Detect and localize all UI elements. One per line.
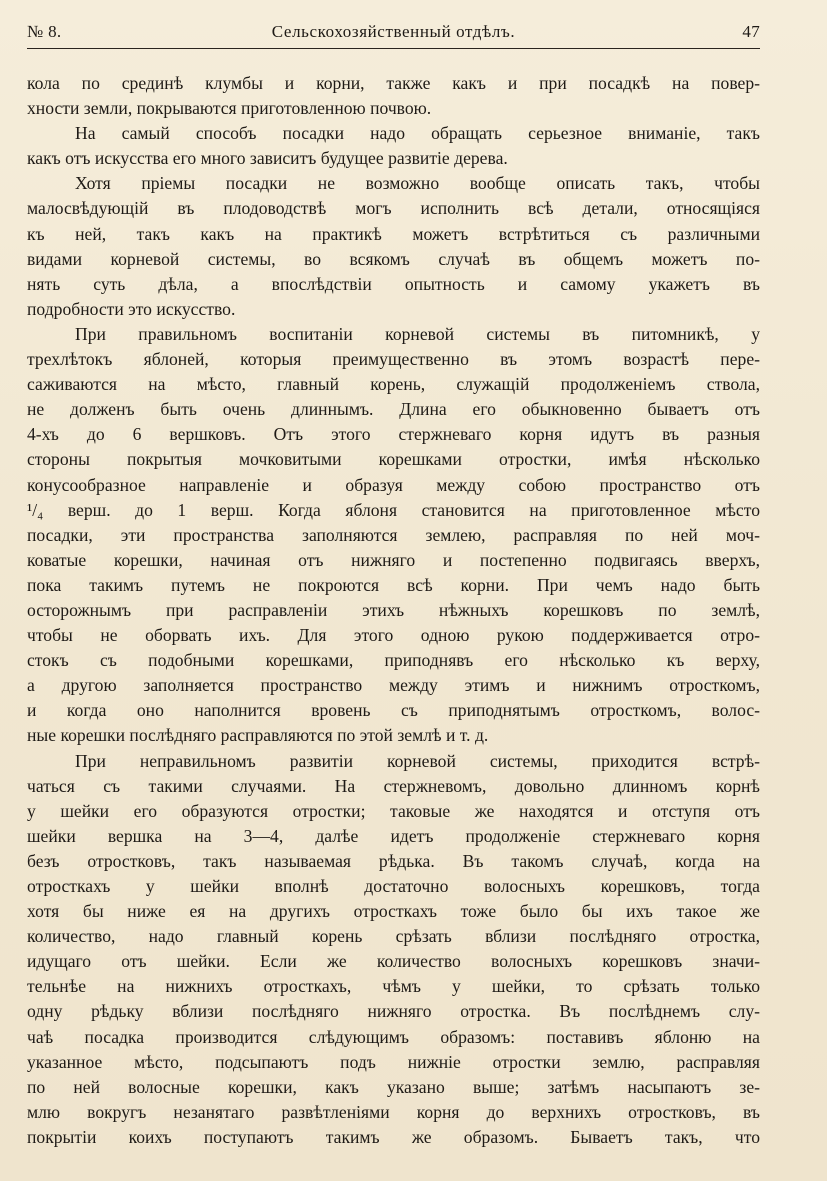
text-line: тельнѣе на нижнихъ отросткахъ, чѣмъ у шейки, то срѣзать только xyxy=(27,976,760,997)
issue-number: № 8. xyxy=(27,22,62,41)
text-line: а другою заполняется пространство между этимъ и нижнимъ отросткомъ, xyxy=(27,675,760,696)
text-line: ные корешки послѣдняго расправляются по этой землѣ и т. д. xyxy=(27,725,489,746)
text-line: кола по срединѣ клумбы и корни, также какъ и при посадкѣ на повер- xyxy=(27,73,760,93)
page-header xyxy=(27,22,760,50)
text-line: посадки, эти пространства заполняются землею, расправляя по ней моч- xyxy=(27,524,760,545)
text-line: чаться съ такими случаями. На стержневомъ, довольно длинномъ корнѣ xyxy=(27,775,760,796)
text-line: саживаются на мѣсто, главный корень, служащій продолженіемъ ствола, xyxy=(27,374,760,395)
text-line: чаѣ посадка производится слѣдующимъ образомъ: поставивъ яблоню на xyxy=(27,1026,760,1047)
text-line: хотя бы ниже ея на другихъ отросткахъ тоже было бы ихъ такое же xyxy=(27,901,760,922)
text-line: коватые корешки, начиная отъ нижняго и постепенно подвигаясь вверхъ, xyxy=(27,549,760,570)
text-line: 4-хъ до 6 вершковъ. Отъ этого стержневаго корня идутъ въ разныя xyxy=(27,424,760,445)
text-line: нять суть дѣла, а впослѣдствіи опытность и самому укажетъ въ xyxy=(27,273,760,294)
text-line: При правильномъ воспитаніи корневой системы въ питомникѣ, у xyxy=(75,323,760,344)
text-line: къ ней, такъ какъ на практикѣ можетъ встрѣтиться съ различными xyxy=(27,223,760,244)
header-rule xyxy=(27,48,760,49)
text-line: отросткахъ у шейки вполнѣ достаточно волосныхъ корешковъ, тогда xyxy=(27,876,760,896)
text-line: конусообразное направленіе и образуя между собою пространство отъ xyxy=(27,474,760,495)
text-line: у шейки его образуются отростки; таковые же находятся и отступя отъ xyxy=(27,800,760,821)
text-line: пока такимъ путемъ не покроются всѣ корни. При чемъ надо быть xyxy=(27,574,760,595)
text-line: шейки вершка на 3—4, далѣе идетъ продолженіе стержневаго корня xyxy=(27,825,760,846)
text-line: и когда оно наполнится вровень съ приподнятымъ отросткомъ, волос- xyxy=(27,700,760,721)
text-line: идущаго отъ шейки. Если же количество волосныхъ корешковъ значи- xyxy=(27,951,760,972)
section-title: Сельскохозяйственный отдѣлъ. xyxy=(271,22,516,41)
text-line: какъ отъ искусства его много зависитъ будущее развитіе дерева. xyxy=(27,148,508,169)
page-number: 47 xyxy=(742,22,760,41)
text-line: ¹/₄ верш. до 1 верш. Когда яблоня становится на приготовленное мѣсто xyxy=(27,499,760,520)
text-line: указанное мѣсто, подсыпаютъ подъ нижніе отростки землю, расправляя xyxy=(27,1051,760,1072)
text-line: Хотя пріемы посадки не возможно вообще описать такъ, чтобы xyxy=(75,173,760,194)
text-line: подробности это искусство. xyxy=(27,298,236,319)
text-line: стороны покрытыя мочковитыми корешками отростки, имѣя нѣсколько xyxy=(27,449,760,470)
text-line: одну рѣдьку вблизи послѣдняго нижняго отростка. Въ послѣднемъ слу- xyxy=(27,1001,760,1022)
text-line: по ней волосные корешки, какъ указано выше; затѣмъ насыпаютъ зе- xyxy=(27,1076,760,1097)
text-line: малосвѣдующій въ плодоводствѣ могъ исполнить всѣ детали, относящіяся xyxy=(27,198,760,219)
body-text xyxy=(27,71,760,1150)
text-line: количество, надо главный корень срѣзать вблизи послѣдняго отростка, xyxy=(27,926,760,947)
text-line: чтобы не оборвать ихъ. Для этого одною рукою поддерживается отро- xyxy=(27,625,760,646)
text-line: покрытіи коихъ поступаютъ такимъ же образомъ. Бываетъ такъ, что xyxy=(27,1126,760,1147)
text-line: На самый способъ посадки надо обращать серьезное вниманіе, такъ xyxy=(75,123,760,144)
text-line: осторожнымъ при расправленіи этихъ нѣжныхъ корешковъ по землѣ, xyxy=(27,599,760,620)
text-line: трехлѣтокъ яблоней, которыя преимущественно въ этомъ возрастѣ пере- xyxy=(27,349,760,370)
text-line: При неправильномъ развитіи корневой системы, приходится встрѣ- xyxy=(75,750,760,771)
text-line: хности земли, покрываются приготовленною почвою. xyxy=(27,98,432,119)
text-line: не долженъ быть очень длиннымъ. Длина его обыкновенно бываетъ отъ xyxy=(27,399,760,420)
text-line: безъ отростковъ, такъ называемая рѣдька. Въ такомъ случаѣ, когда на xyxy=(27,850,760,871)
text-line: видами корневой системы, во всякомъ случаѣ въ общемъ можетъ по- xyxy=(27,248,760,269)
text-line: млю вокругъ незанятаго развѣтленіями корня до верхнихъ отростковъ, въ xyxy=(27,1101,760,1122)
text-line: стокъ съ подобными корешками, приподнявъ его нѣсколько къ верху, xyxy=(27,650,760,671)
